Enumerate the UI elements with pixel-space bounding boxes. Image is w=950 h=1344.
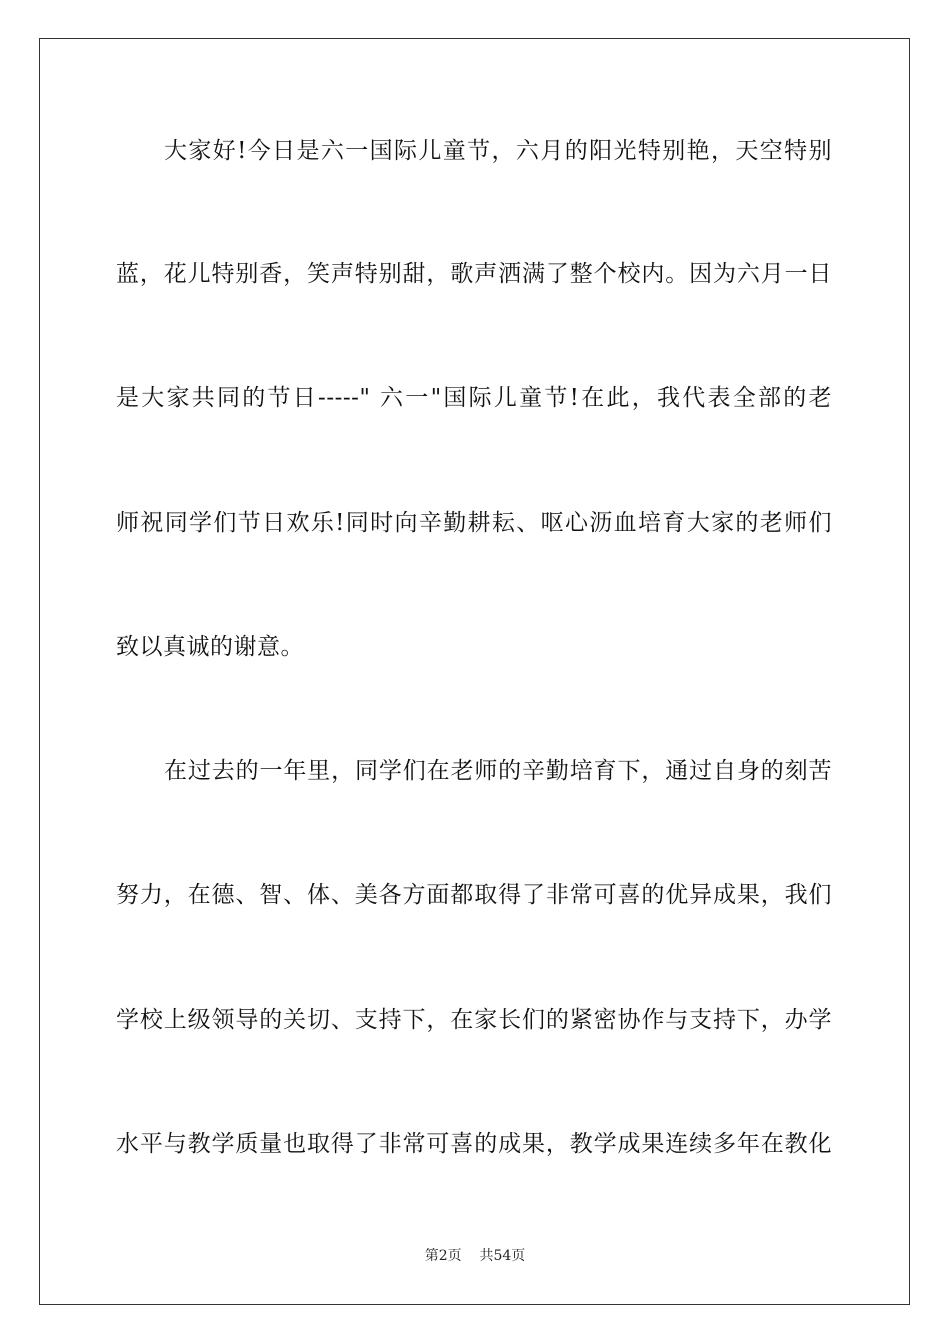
paragraph-2-line-3: 学校上级领导的关切、支持下，在家长们的紧密协作与支持下，办学 [116, 1007, 832, 1033]
paragraph-1-line-1: 大家好!今日是六一国际儿童节，六月的阳光特别艳，天空特别 [164, 138, 832, 164]
paragraph-1-line-4: 师祝同学们节日欢乐!同时向辛勤耕耘、呕心沥血培育大家的老师们 [116, 510, 832, 536]
paragraph-2-line-1: 在过去的一年里，同学们在老师的辛勤培育下，通过自身的刻苦 [164, 758, 832, 784]
page-total: 共54页 [479, 1248, 526, 1264]
paragraph-1-line-2: 蓝，花儿特别香，笑声特别甜，歌声洒满了整个校内。因为六月一日 [116, 261, 832, 287]
page-footer [0, 1245, 950, 1265]
paragraph-2-line-4: 水平与教学质量也取得了非常可喜的成果，教学成果连续多年在教化 [116, 1131, 832, 1157]
page-number: 第2页 [424, 1248, 462, 1264]
paragraph-2-line-2: 努力，在德、智、体、美各方面都取得了非常可喜的优异成果，我们 [116, 882, 832, 908]
page-frame [39, 38, 910, 1305]
paragraph-1-line-5: 致以真诚的谢意。 [116, 634, 304, 660]
paragraph-1-line-3: 是大家共同的节日-----" 六一"国际儿童节!在此，我代表全部的老 [116, 385, 832, 411]
